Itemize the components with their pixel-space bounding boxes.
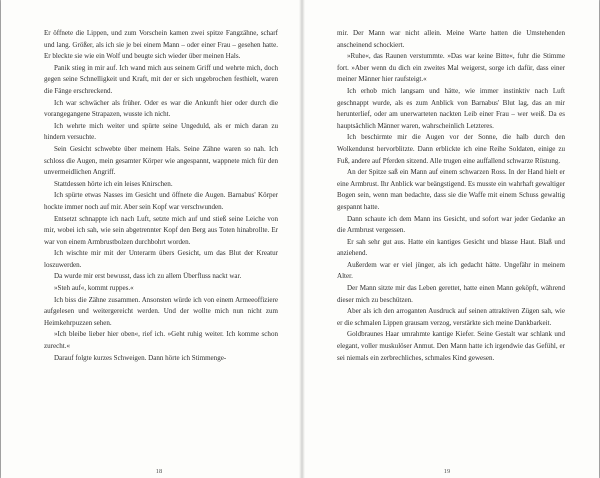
- paragraph: Entsetzt schnappte ich nach Luft, setzte mich auf und stieß seine Leiche von mir, wobei ich sah, wie sein abgetrennter Kopf den Berg aus Toten hinabrollte. Er war von einem Armbrustbolzen durchbohrt worden.: [44, 214, 278, 246]
- paragraph: Ich spürte etwas Nasses im Gesicht und öffnete die Augen. Barnabus' Körper hockte immer noch auf mir. Aber sein Kopf war verschwunden.: [44, 191, 278, 211]
- paragraph: Er sah sehr gut aus. Hatte ein kantiges Gesicht und blasse Haut. Blaß und anziehend.: [337, 237, 565, 258]
- page-number: 19: [443, 468, 451, 475]
- paragraph: Außerdem war er viel jünger, als ich gedacht hätte. Ungefähr in meinem Alter.: [337, 260, 565, 281]
- left-page: [44, 28, 278, 475]
- paragraph: Goldbraunes Haar umrahmte kantige Kiefer. Seine Gestalt war schlank und elegant, voller muskulöser Anmut. Den Mann hatte ich irgendwie das Gefühl, er sei niemals ein zerbrechliches, schmales Kind gewesen.: [337, 330, 565, 362]
- book-gutter: [299, 0, 305, 478]
- paragraph: Der Mann sitzte mir das Leben gerettet, hatte einen Mann geköpft, während dieser mich zu beschützen.: [337, 284, 565, 304]
- paragraph: Ich beschirmte mir die Augen vor der Sonne, die halb durch den Wolkendunst hervorblitzte. Dann erblickte ich eine Reihe Soldaten, einige zu Fuß, andere auf Pferden sitzend. Alle trugen eine auffallend schwarze Rüstung.: [337, 133, 565, 165]
- paragraph: Panik stieg in mir auf. Ich wand mich aus seinem Griff und wehrte mich, doch gegen seine Schnelligkeit und Kraft, mit der er sich ungebrochen festhielt, waren die Fänge erschreckend.: [44, 63, 278, 95]
- right-page: [337, 28, 565, 475]
- left-page-text: [44, 28, 278, 364]
- paragraph: An der Spitze saß ein Mann auf einem schwarzen Ross. In der Hand hielt er eine Armbrust. Ihr Anblick war beängstigend. Es musste ein wahrhaft gewaltiger Bogen sein, wenn man bedachte, dass sie die Waffe mit einem Schuss gewaltig gespannt hatte.: [337, 168, 565, 211]
- paragraph: Ich war schwächer als früher. Oder es war die Ankunft hier oder durch die vorangegangene Strapazen, wusste ich nicht.: [44, 98, 278, 119]
- paragraph: »Steh auf«, kommt ruppes.«: [54, 284, 134, 293]
- paragraph: Stattdessen hörte ich ein leises Knirschen.: [54, 179, 173, 188]
- book-spread: [1, 0, 599, 478]
- paragraph: Aber als ich den arroganten Ausdruck auf seinen attraktiven Zügen sah, wie er die schmalen Lippen grausam verzog, verstärkte sich meine Dankbarkeit.: [337, 307, 565, 327]
- page-number: 18: [155, 468, 163, 475]
- paragraph: Ich biss die Zähne zusammen. Ansonsten würde ich von einem Armeeoffiziere aufgelesen und weitergereicht werden. Und der wollte mich nun nicht zum Heimkehrpuzzen sehen.: [44, 295, 278, 327]
- right-page-text: [337, 28, 565, 364]
- paragraph: Ich wischte mir mit der Unterarm übers Gesicht, um das Blut der Kreatur loszuwerden.: [44, 249, 278, 269]
- paragraph: Er öffnete die Lippen, und zum Vorschein kamen zwei spitze Fangzähne, scharf und lang. Größer, als ich sie je bei einem Mann – oder einer Frau – gesehen hatte. Er bleckte sie wie ein Wolf und beugte sich wieder über meinen Hals.: [44, 29, 278, 61]
- paragraph: »Ich bleibe lieber hier oben«, rief ich. »Geht ruhig weiter. Ich komme schon zurecht.«: [44, 330, 278, 351]
- paragraph: Da wurde mir erst bewusst, dass ich zu allem Überfluss nackt war.: [54, 272, 242, 281]
- paragraph: Ich erhob mich langsam und hätte, wie immer instinktiv nach Luft geschnappt wurde, als es zum Anblick von Barnabus' Blut lag, das an mir herunterlief, oder am unerwarteten nackten Leib einer Frau – wer weiß. Da es hauptsächlich Männer waren, wahrscheinlich Letzteres.: [337, 86, 565, 130]
- paragraph: Ich wehrte mich weiter und spürte seine Ungeduld, als er mich daran zu hindern versuchte.: [44, 121, 278, 142]
- paragraph: »Ruhe«, das Raunen verstummte. »Das war keine Bitte«, fuhr die Stimme fort. »Aber wenn du dich ein zweites Mal weigerst, sorge ich dafür, dass einer meiner Männer hier raufsteigt.«: [337, 52, 565, 84]
- paragraph: Darauf folgte kurzes Schweigen. Dann hörte ich Stimmenge-: [54, 353, 227, 362]
- paragraph: mir. Der Mann war nicht allein. Meine Warte hatten die Umstehenden anscheinend schockiert.: [337, 29, 565, 49]
- paragraph: Dann schaute ich dem Mann ins Gesicht, und sofort war jeder Gedanke an die Armbrust vergessen.: [337, 214, 565, 235]
- paragraph: Sein Gesicht schwebte über meinem Hals. Seine Zähne waren so nah. Ich schloss die Augen, mein gesamter Körper wie angespannt, wappnete mich für den unvermeidlichen Angriff.: [44, 144, 278, 177]
